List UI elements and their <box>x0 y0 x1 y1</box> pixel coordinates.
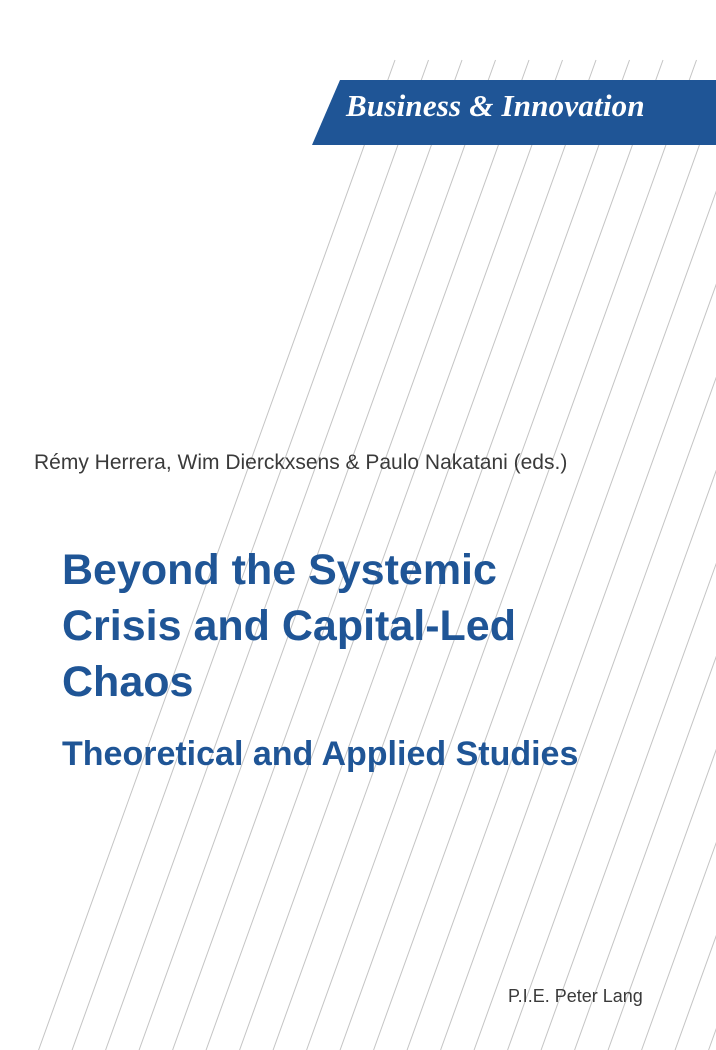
book-title-line-2: Crisis and Capital-Led <box>62 602 516 650</box>
book-title-line-3: Chaos <box>62 658 194 706</box>
series-title: Business & Innovation <box>346 88 645 123</box>
series-banner <box>0 0 716 150</box>
editors-line: Rémy Herrera, Wim Dierckxsens & Paulo Nakatani (eds.) <box>34 451 568 474</box>
book-title <box>62 542 702 710</box>
book-subtitle: Theoretical and Applied Studies <box>62 735 579 773</box>
book-title-line-1: Beyond the Systemic <box>62 546 497 594</box>
publisher-name: P.I.E. Peter Lang <box>508 986 643 1006</box>
